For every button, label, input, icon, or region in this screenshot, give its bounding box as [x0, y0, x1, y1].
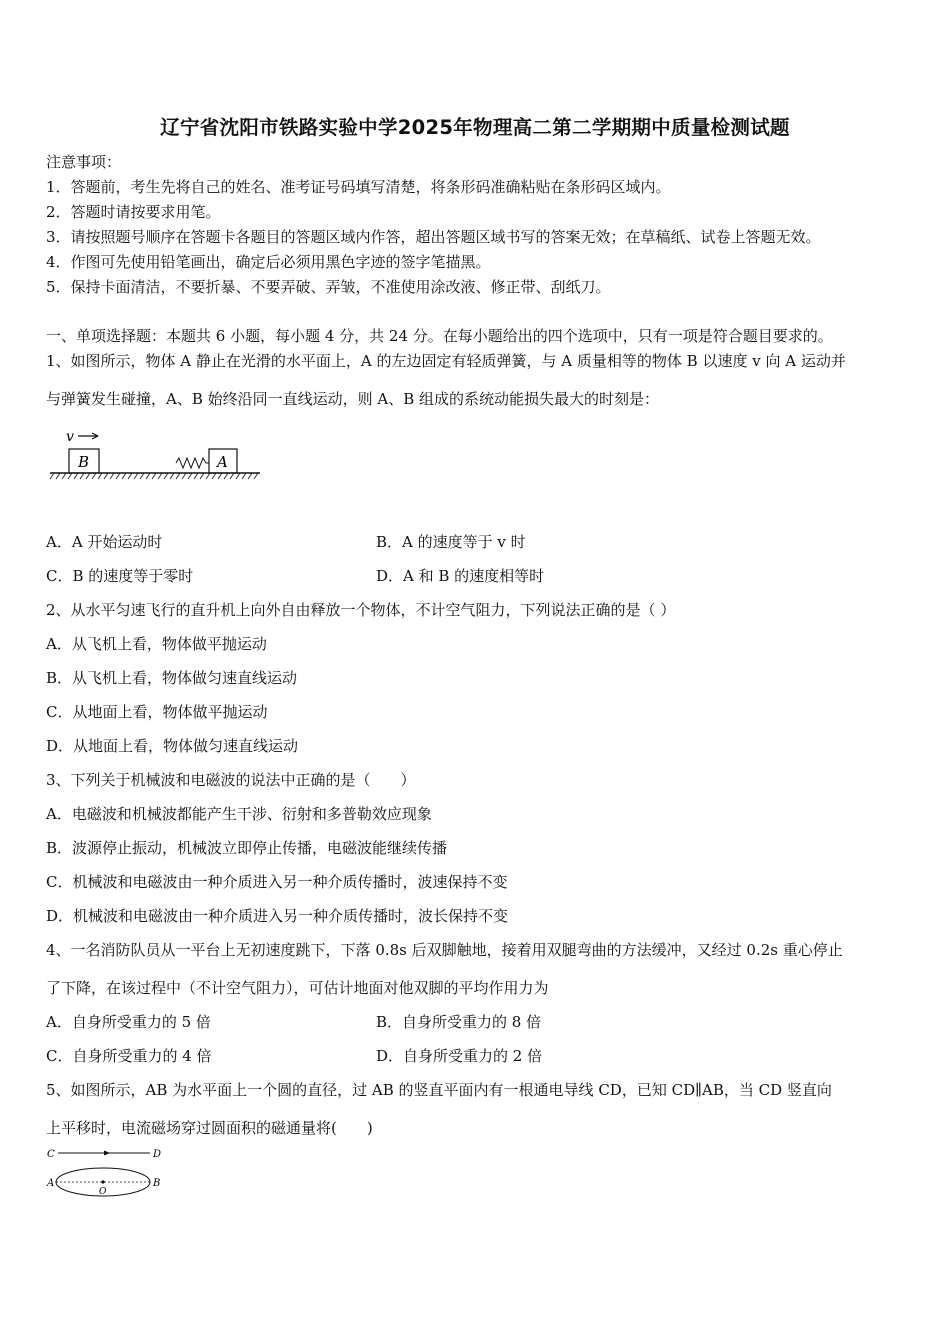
label-o: O — [99, 1187, 107, 1197]
q2-option-c: C．从地面上看，物体做平抛运动 — [46, 703, 268, 721]
q1-stem-line1: 1、如图所示，物体 A 静止在光滑的水平面上，A 的左边固定有轻质弹簧，与 A 质量相等的物体 B 以速度 v 向 A 运动并 — [46, 352, 846, 370]
notice-item-5: 5．保持卡面清洁，不要折暴、不要弄破、弄皱，不准使用涂改液、修正带、刮纸刀。 — [46, 278, 611, 296]
page-title: 辽宁省沈阳市铁路实验中学2025年物理高二第二学期期中质量检测试题 — [160, 116, 790, 139]
label-b: B — [153, 1178, 161, 1189]
q4-stem-line2: 了下降，在该过程中（不计空气阻力），可估计地面对他双脚的平均作用力为 — [46, 979, 549, 997]
block-b-label: B — [78, 453, 90, 471]
q4-option-d: D．自身所受重力的 2 倍 — [376, 1047, 543, 1065]
q3-option-d: D．机械波和电磁波由一种介质进入另一种介质传播时，波长保持不变 — [46, 907, 509, 925]
q4-stem-line1: 4、一名消防队员从一平台上无初速度跳下，下落 0.8s 后双脚触地，接着用双腿弯曲的方法缓冲，又经过 0.2s 重心停止 — [46, 941, 843, 959]
q1-option-b: B．A 的速度等于 v 时 — [376, 533, 526, 551]
label-a: A — [47, 1178, 55, 1189]
q1-option-d: D．A 和 B 的速度相等时 — [376, 567, 545, 585]
center-point — [101, 1180, 104, 1183]
notice-heading: 注意事项： — [46, 153, 122, 171]
q4-option-b: B．自身所受重力的 8 倍 — [376, 1013, 542, 1031]
q2-option-b: B．从飞机上看，物体做匀速直线运动 — [46, 669, 298, 687]
notice-item-4: 4．作图可先使用铅笔画出，确定后必须用黑色字迹的签字笔描黑。 — [46, 253, 491, 271]
block-a-label: A — [217, 453, 228, 471]
label-c: C — [47, 1149, 55, 1160]
notice-item-2: 2．答题时请按要求用笔。 — [46, 203, 221, 221]
q4-option-c: C．自身所受重力的 4 倍 — [46, 1047, 212, 1065]
q1-option-a: A．A 开始运动时 — [46, 533, 163, 551]
section-heading: 一、单项选择题：本题共 6 小题，每小题 4 分，共 24 分。在每小题给出的四个选项中，只有一项是符合题目要求的。 — [46, 327, 833, 345]
q1-option-c: C．B 的速度等于零时 — [46, 567, 194, 585]
q2-option-a: A．从飞机上看，物体做平抛运动 — [46, 635, 267, 653]
q3-stem: 3、下列关于机械波和电磁波的说法中正确的是（ ） — [46, 771, 416, 789]
velocity-label: v — [66, 429, 74, 445]
notice-item-1: 1．答题前，考生先将自己的姓名、准考证号码填写清楚，将条形码准确粘贴在条形码区域内。 — [46, 178, 671, 196]
q3-option-b: B．波源停止振动，机械波立即停止传播，电磁波能继续传播 — [46, 839, 448, 857]
spring — [176, 458, 209, 468]
q1-stem-line2: 与弹簧发生碰撞，A、B 始终沿同一直线运动，则 A、B 组成的系统动能损失最大的时刻是： — [46, 390, 660, 408]
q5-wire-circle-figure — [44, 1144, 169, 1204]
ground-hatching — [50, 473, 258, 479]
q2-option-d: D．从地面上看，物体做匀速直线运动 — [46, 737, 299, 755]
q4-option-a: A．自身所受重力的 5 倍 — [46, 1013, 211, 1031]
q3-option-c: C．机械波和电磁波由一种介质进入另一种介质传播时，波速保持不变 — [46, 873, 508, 891]
q5-stem-line2: 上平移时，电流磁场穿过圆面积的磁通量将( ) — [46, 1119, 373, 1137]
q3-option-a: A．电磁波和机械波都能产生干涉、衍射和多普勒效应现象 — [46, 805, 432, 823]
q1-spring-collision-figure — [46, 425, 271, 493]
label-d: D — [153, 1149, 162, 1160]
q5-stem-line1: 5、如图所示，AB 为水平面上一个圆的直径，过 AB 的竖直平面内有一根通电导线 CD，已知 CD∥AB，当 CD 竖直向 — [46, 1081, 832, 1099]
notice-item-3: 3．请按照题号顺序在答题卡各题目的答题区域内作答，超出答题区域书写的答案无效；在草稿纸、试卷上答题无效。 — [46, 228, 821, 246]
current-arrow — [104, 1151, 110, 1156]
q2-stem: 2、从水平匀速飞行的直升机上向外自由释放一个物体，不计空气阻力，下列说法正确的是（ ） — [46, 601, 676, 619]
